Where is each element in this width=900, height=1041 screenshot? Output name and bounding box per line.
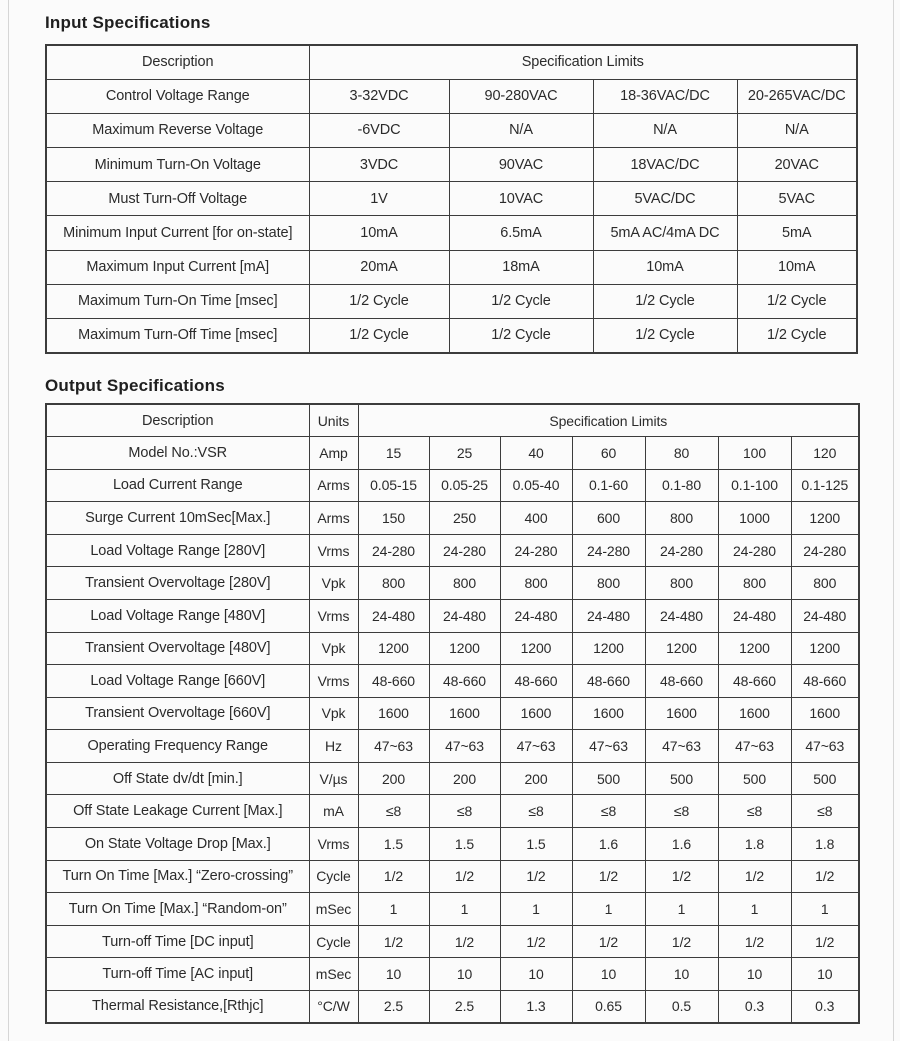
row-value: 1200 xyxy=(791,502,859,535)
table-row xyxy=(46,148,857,182)
row-value: 24-480 xyxy=(718,599,791,632)
row-value: 10 xyxy=(429,958,500,991)
output-table-header-row xyxy=(46,404,859,437)
row-value: 47~63 xyxy=(791,730,859,763)
row-value: 1600 xyxy=(718,697,791,730)
row-value: ≤8 xyxy=(718,795,791,828)
row-value: 60 xyxy=(572,437,645,470)
row-value: 5VAC xyxy=(737,182,857,216)
output-table-body xyxy=(46,437,859,1023)
row-description: Operating Frequency Range xyxy=(46,730,309,763)
row-value: 90-280VAC xyxy=(449,79,593,113)
row-value: 47~63 xyxy=(429,730,500,763)
row-value: 1/2 Cycle xyxy=(309,284,449,318)
row-value: 1/2 xyxy=(358,860,429,893)
table-row xyxy=(46,990,859,1023)
row-value: 48-660 xyxy=(500,665,572,698)
row-value: 1/2 xyxy=(572,860,645,893)
row-value: 90VAC xyxy=(449,148,593,182)
row-description: Transient Overvoltage [480V] xyxy=(46,632,309,665)
row-value: 500 xyxy=(791,762,859,795)
input-specifications-title: Input Specifications xyxy=(45,13,211,32)
row-description: Minimum Turn-On Voltage xyxy=(46,148,309,182)
row-value: 24-280 xyxy=(791,534,859,567)
row-value: 10 xyxy=(718,958,791,991)
row-description: Load Voltage Range [660V] xyxy=(46,665,309,698)
table-row xyxy=(46,697,859,730)
row-value: 0.3 xyxy=(718,990,791,1023)
row-value: 0.05-15 xyxy=(358,469,429,502)
row-value: N/A xyxy=(593,113,737,147)
row-value: 800 xyxy=(791,567,859,600)
row-value: 1600 xyxy=(645,697,718,730)
row-value: 10mA xyxy=(593,250,737,284)
output-specifications-title: Output Specifications xyxy=(45,376,225,395)
row-value: 800 xyxy=(718,567,791,600)
table-row xyxy=(46,860,859,893)
row-value: 10 xyxy=(572,958,645,991)
row-value: 1200 xyxy=(572,632,645,665)
row-value: 500 xyxy=(572,762,645,795)
row-value: 1.5 xyxy=(429,828,500,861)
table-row xyxy=(46,250,857,284)
row-value: 1/2 xyxy=(572,925,645,958)
row-units: Arms xyxy=(309,469,358,502)
table-row xyxy=(46,182,857,216)
row-description: Turn On Time [Max.] “Zero-crossing” xyxy=(46,860,309,893)
row-value: 10 xyxy=(791,958,859,991)
row-description: Transient Overvoltage [660V] xyxy=(46,697,309,730)
row-description: Off State Leakage Current [Max.] xyxy=(46,795,309,828)
row-value: 10 xyxy=(500,958,572,991)
row-description: Maximum Turn-Off Time [msec] xyxy=(46,319,309,353)
row-value: 0.1-80 xyxy=(645,469,718,502)
row-value: 250 xyxy=(429,502,500,535)
row-value: 47~63 xyxy=(645,730,718,763)
row-value: 47~63 xyxy=(572,730,645,763)
row-units: Arms xyxy=(309,502,358,535)
row-value: 1/2 Cycle xyxy=(593,319,737,353)
row-description: Load Voltage Range [280V] xyxy=(46,534,309,567)
row-value: 1/2 Cycle xyxy=(449,319,593,353)
table-row xyxy=(46,730,859,763)
row-value: 0.5 xyxy=(645,990,718,1023)
row-value: 1/2 xyxy=(358,925,429,958)
row-value: 40 xyxy=(500,437,572,470)
row-units: Vpk xyxy=(309,632,358,665)
row-description: Model No.:VSR xyxy=(46,437,309,470)
row-value: 1 xyxy=(572,893,645,926)
table-row xyxy=(46,469,859,502)
row-description: Must Turn-Off Voltage xyxy=(46,182,309,216)
row-value: 600 xyxy=(572,502,645,535)
row-value: 1 xyxy=(645,893,718,926)
row-description: Load Voltage Range [480V] xyxy=(46,599,309,632)
row-value: 1 xyxy=(791,893,859,926)
row-value: 1 xyxy=(500,893,572,926)
row-value: 15 xyxy=(358,437,429,470)
row-units: Hz xyxy=(309,730,358,763)
row-value: 47~63 xyxy=(358,730,429,763)
row-value: 20-265VAC/DC xyxy=(737,79,857,113)
row-value: 800 xyxy=(645,567,718,600)
input-table-header-row xyxy=(46,45,857,79)
input-specifications-table xyxy=(45,44,858,354)
row-units: mA xyxy=(309,795,358,828)
row-value: 100 xyxy=(718,437,791,470)
table-row xyxy=(46,502,859,535)
row-value: 1600 xyxy=(429,697,500,730)
row-value: 1/2 xyxy=(429,860,500,893)
row-value: 500 xyxy=(718,762,791,795)
row-description: Thermal Resistance,[Rthjc] xyxy=(46,990,309,1023)
row-value: 1600 xyxy=(572,697,645,730)
row-value: 10mA xyxy=(309,216,449,250)
row-value: 1/2 Cycle xyxy=(449,284,593,318)
row-value: 1/2 xyxy=(500,860,572,893)
row-value: N/A xyxy=(737,113,857,147)
row-units: Vrms xyxy=(309,599,358,632)
row-value: 800 xyxy=(429,567,500,600)
row-value: 1/2 xyxy=(791,925,859,958)
row-description: Surge Current 10mSec[Max.] xyxy=(46,502,309,535)
table-row xyxy=(46,79,857,113)
row-value: 24-480 xyxy=(791,599,859,632)
row-units: Cycle xyxy=(309,860,358,893)
row-value: 400 xyxy=(500,502,572,535)
row-value: 0.05-40 xyxy=(500,469,572,502)
row-value: 1.3 xyxy=(500,990,572,1023)
row-value: ≤8 xyxy=(358,795,429,828)
row-units: Vrms xyxy=(309,828,358,861)
row-value: 1.6 xyxy=(572,828,645,861)
row-units: Vpk xyxy=(309,567,358,600)
row-value: 1200 xyxy=(791,632,859,665)
input-column-header-spec-limits: Specification Limits xyxy=(309,45,857,79)
page-edge-left xyxy=(8,0,9,1041)
row-value: 1/2 xyxy=(645,860,718,893)
row-value: 24-280 xyxy=(358,534,429,567)
row-value: 24-480 xyxy=(358,599,429,632)
row-value: 1200 xyxy=(358,632,429,665)
row-value: -6VDC xyxy=(309,113,449,147)
row-value: 10 xyxy=(645,958,718,991)
table-row xyxy=(46,284,857,318)
row-value: 800 xyxy=(645,502,718,535)
row-value: 48-660 xyxy=(718,665,791,698)
row-value: ≤8 xyxy=(500,795,572,828)
row-value: 48-660 xyxy=(645,665,718,698)
row-value: 1/2 xyxy=(791,860,859,893)
row-value: 1.5 xyxy=(358,828,429,861)
row-value: 500 xyxy=(645,762,718,795)
row-value: 1/2 Cycle xyxy=(593,284,737,318)
row-value: 1.8 xyxy=(791,828,859,861)
table-row xyxy=(46,567,859,600)
table-row xyxy=(46,113,857,147)
row-units: mSec xyxy=(309,893,358,926)
row-description: Maximum Turn-On Time [msec] xyxy=(46,284,309,318)
row-value: 5mA AC/4mA DC xyxy=(593,216,737,250)
row-value: ≤8 xyxy=(645,795,718,828)
row-value: 1600 xyxy=(791,697,859,730)
table-row xyxy=(46,534,859,567)
row-units: °C/W xyxy=(309,990,358,1023)
row-value: 3-32VDC xyxy=(309,79,449,113)
row-value: 24-480 xyxy=(645,599,718,632)
row-description: On State Voltage Drop [Max.] xyxy=(46,828,309,861)
row-description: Load Current Range xyxy=(46,469,309,502)
row-value: 1 xyxy=(429,893,500,926)
row-units: Cycle xyxy=(309,925,358,958)
row-value: 10 xyxy=(358,958,429,991)
row-value: 20VAC xyxy=(737,148,857,182)
row-value: 1.6 xyxy=(645,828,718,861)
row-value: 1/2 xyxy=(718,860,791,893)
row-description: Transient Overvoltage [280V] xyxy=(46,567,309,600)
row-value: 120 xyxy=(791,437,859,470)
row-value: 80 xyxy=(645,437,718,470)
row-value: 0.65 xyxy=(572,990,645,1023)
row-value: 24-480 xyxy=(572,599,645,632)
row-value: 0.1-125 xyxy=(791,469,859,502)
row-value: 1000 xyxy=(718,502,791,535)
row-value: 1.5 xyxy=(500,828,572,861)
row-value: 48-660 xyxy=(429,665,500,698)
row-value: 10VAC xyxy=(449,182,593,216)
table-row xyxy=(46,762,859,795)
row-value: 24-280 xyxy=(572,534,645,567)
row-value: 0.05-25 xyxy=(429,469,500,502)
row-value: 48-660 xyxy=(358,665,429,698)
row-value: 200 xyxy=(358,762,429,795)
output-column-header-description: Description xyxy=(46,404,309,437)
table-row xyxy=(46,828,859,861)
row-units: Vpk xyxy=(309,697,358,730)
row-value: ≤8 xyxy=(791,795,859,828)
row-value: 24-280 xyxy=(718,534,791,567)
row-value: 3VDC xyxy=(309,148,449,182)
row-value: 1/2 xyxy=(500,925,572,958)
row-value: 1 xyxy=(718,893,791,926)
row-value: 10mA xyxy=(737,250,857,284)
table-row xyxy=(46,319,857,353)
row-value: 5VAC/DC xyxy=(593,182,737,216)
page-edge-right xyxy=(893,0,894,1041)
row-value: 2.5 xyxy=(429,990,500,1023)
row-value: 1200 xyxy=(500,632,572,665)
table-row xyxy=(46,893,859,926)
row-value: 47~63 xyxy=(500,730,572,763)
row-value: 200 xyxy=(429,762,500,795)
table-row xyxy=(46,632,859,665)
row-value: 0.1-60 xyxy=(572,469,645,502)
row-value: 1/2 Cycle xyxy=(309,319,449,353)
row-value: 20mA xyxy=(309,250,449,284)
row-value: 24-280 xyxy=(429,534,500,567)
input-column-header-description: Description xyxy=(46,45,309,79)
row-value: 47~63 xyxy=(718,730,791,763)
row-value: 18-36VAC/DC xyxy=(593,79,737,113)
row-units: Vrms xyxy=(309,534,358,567)
row-value: 1200 xyxy=(429,632,500,665)
row-units: mSec xyxy=(309,958,358,991)
table-row xyxy=(46,958,859,991)
input-table-body xyxy=(46,79,857,353)
row-value: 2.5 xyxy=(358,990,429,1023)
row-description: Turn-off Time [DC input] xyxy=(46,925,309,958)
row-value: 1/2 xyxy=(429,925,500,958)
row-value: 48-660 xyxy=(572,665,645,698)
row-value: 5mA xyxy=(737,216,857,250)
row-units: V/µs xyxy=(309,762,358,795)
row-value: 24-280 xyxy=(500,534,572,567)
row-description: Turn-off Time [AC input] xyxy=(46,958,309,991)
row-value: 1 xyxy=(358,893,429,926)
row-value: 24-280 xyxy=(645,534,718,567)
row-value: 800 xyxy=(572,567,645,600)
row-value: 800 xyxy=(358,567,429,600)
output-specifications-table xyxy=(45,403,860,1024)
row-value: 1600 xyxy=(500,697,572,730)
table-row xyxy=(46,437,859,470)
row-units: Amp xyxy=(309,437,358,470)
row-value: 18VAC/DC xyxy=(593,148,737,182)
output-column-header-units: Units xyxy=(309,404,358,437)
row-value: 1200 xyxy=(645,632,718,665)
row-value: 1/2 xyxy=(645,925,718,958)
row-description: Turn On Time [Max.] “Random-on” xyxy=(46,893,309,926)
row-value: 6.5mA xyxy=(449,216,593,250)
row-value: N/A xyxy=(449,113,593,147)
row-value: 0.3 xyxy=(791,990,859,1023)
row-value: 1/2 Cycle xyxy=(737,319,857,353)
row-value: 1200 xyxy=(718,632,791,665)
row-value: 800 xyxy=(500,567,572,600)
row-value: 1600 xyxy=(358,697,429,730)
row-description: Control Voltage Range xyxy=(46,79,309,113)
row-description: Maximum Input Current [mA] xyxy=(46,250,309,284)
row-value: 1.8 xyxy=(718,828,791,861)
table-row xyxy=(46,665,859,698)
row-value: 48-660 xyxy=(791,665,859,698)
row-description: Maximum Reverse Voltage xyxy=(46,113,309,147)
table-row xyxy=(46,599,859,632)
row-value: 0.1-100 xyxy=(718,469,791,502)
row-description: Minimum Input Current [for on-state] xyxy=(46,216,309,250)
row-value: 24-480 xyxy=(500,599,572,632)
table-row xyxy=(46,925,859,958)
table-row xyxy=(46,216,857,250)
row-value: 25 xyxy=(429,437,500,470)
row-units: Vrms xyxy=(309,665,358,698)
row-value: ≤8 xyxy=(572,795,645,828)
row-value: 24-480 xyxy=(429,599,500,632)
row-value: 1/2 Cycle xyxy=(737,284,857,318)
row-value: 18mA xyxy=(449,250,593,284)
row-value: 200 xyxy=(500,762,572,795)
output-column-header-spec-limits: Specification Limits xyxy=(358,404,859,437)
row-value: ≤8 xyxy=(429,795,500,828)
row-value: 150 xyxy=(358,502,429,535)
row-value: 1V xyxy=(309,182,449,216)
table-row xyxy=(46,795,859,828)
row-description: Off State dv/dt [min.] xyxy=(46,762,309,795)
row-value: 1/2 xyxy=(718,925,791,958)
